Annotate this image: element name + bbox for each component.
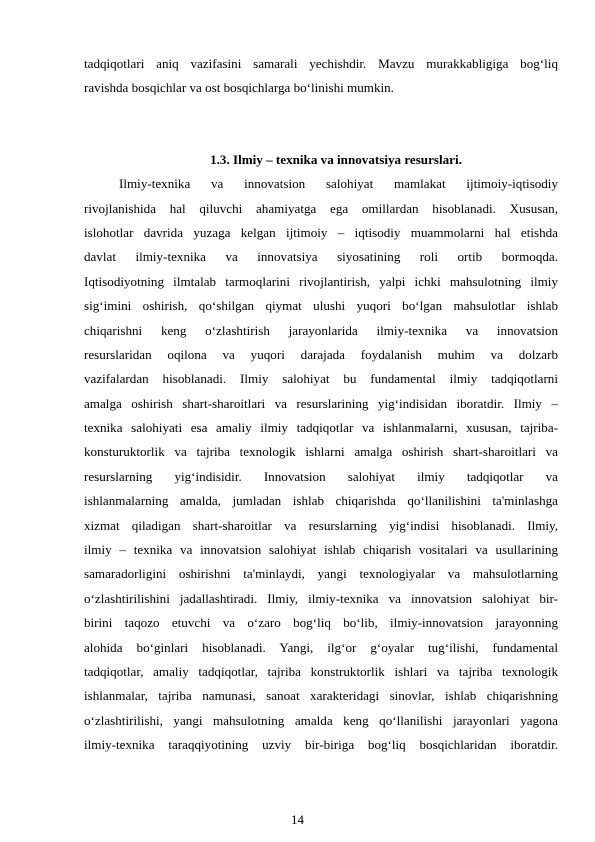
text-line: birini taqozo etuvchi va o‘zaro bog‘liq bo‘lib, ilmiy-innovatsion jarayonning xyxy=(84,615,558,631)
text-line: ilmiy – texnika va innovatsion salohiyat ishlab chiqarish vositalari va usullarining xyxy=(84,542,558,558)
text-line: ishlanmalarning amalda, jumladan ishlab chiqarishda qo‘llanilishini ta'minlashga xyxy=(84,493,558,509)
text-line: vazifalardan hisoblanadi. Ilmiy salohiyat bu fundamental ilmiy tadqiqotlarni xyxy=(84,371,558,387)
text-line: chiqarishni keng o‘zlashtirish jarayonlarida ilmiy-texnika va innovatsion xyxy=(84,322,558,338)
text-line: Iqtisodiyotning ilmtalab tarmoqlarini rivojlantirish, yalpi ichki mahsulotning ilmiy xyxy=(84,273,558,289)
text-line: ishlanmalar, tajriba namunasi, sanoat xarakteridagi sinovlar, ishlab chiqarishning xyxy=(84,688,558,704)
text-line: o‘zlashtirilishini jadallashtiradi. Ilmiy, ilmiy-texnika va innovatsion salohiyat bir- xyxy=(84,590,558,606)
text-line: texnika salohiyati esa amaliy ilmiy tadqiqotlar va ishlanmalarni, xususan, tajriba- xyxy=(84,420,558,436)
text-line: resurslaridan oqilona va yuqori darajada foydalanish muhim va dolzarb xyxy=(84,346,558,362)
body-paragraph xyxy=(84,172,558,757)
page-number: 14 xyxy=(291,812,304,827)
text-line: o‘zlashtirilishi, yangi mahsulotning amalda keng qo‘llanilishi jarayonlari yagona xyxy=(84,712,558,728)
text-line: davlat ilmiy-texnika va innovatsiya siyosatining roli ortib bormoqda. xyxy=(84,249,558,265)
text-line: xizmat qiladigan shart-sharoitlar va resurslarning yig‘indisi hisoblanadi. Ilmiy, xyxy=(84,517,558,533)
text-line: Ilmiy-texnika va innovatsion salohiyat mamlakat ijtimoiy-iqtisodiy xyxy=(119,176,558,192)
intro-paragraph xyxy=(84,52,558,101)
text-line: rivojlanishida hal qiluvchi ahamiyatga ega omillardan hisoblanadi. Xususan, xyxy=(84,200,558,216)
text-line: sig‘imini oshirish, qo‘shilgan qiymat ulushi yuqori bo‘lgan mahsulotlar ishlab xyxy=(84,298,558,314)
section-heading: 1.3. Ilmiy – texnika va innovatsiya resurslari. xyxy=(210,151,462,167)
text-line: ilmiy-texnika taraqqiyotining uzviy bir-biriga bog‘liq bosqichlaridan iboratdir. xyxy=(84,737,558,753)
text-line: tadqiqotlar, amaliy tadqiqotlar, tajriba konstruktorlik ishlari va tajriba texnologik xyxy=(84,663,558,679)
text-line: ravishda bosqichlar va ost bosqichlarga bo‘linishi mumkin. xyxy=(84,80,394,96)
text-line: alohida bo‘ginlari hisoblanadi. Yangi, ilg‘or g‘oyalar tug‘ilishi, fundamental xyxy=(84,639,558,655)
text-line: konsturuktorlik va tajriba texnologik ishlarni amalga oshirish shart-sharoitlari va xyxy=(84,444,558,460)
text-line: amalga oshirish shart-sharoitlari va resurslarining yig‘indisidan iboratdir. Ilmiy – xyxy=(84,395,558,411)
text-line: resurslarning yig‘indisidir. Innovatsion salohiyat ilmiy tadqiqotlar va xyxy=(84,468,558,484)
text-line: islohotlar davrida yuzaga kelgan ijtimoiy – iqtisodiy muammolarni hal etishda xyxy=(84,224,558,240)
section-gap xyxy=(84,101,558,148)
text-line: samaradorligini oshirishni ta'minlaydi, yangi texnologiyalar va mahsulotlarning xyxy=(84,566,558,582)
document-page xyxy=(84,52,558,758)
text-line: tadqiqotlari aniq vazifasini samarali yechishdir. Mavzu murakkabligiga bog‘liq xyxy=(84,56,558,71)
